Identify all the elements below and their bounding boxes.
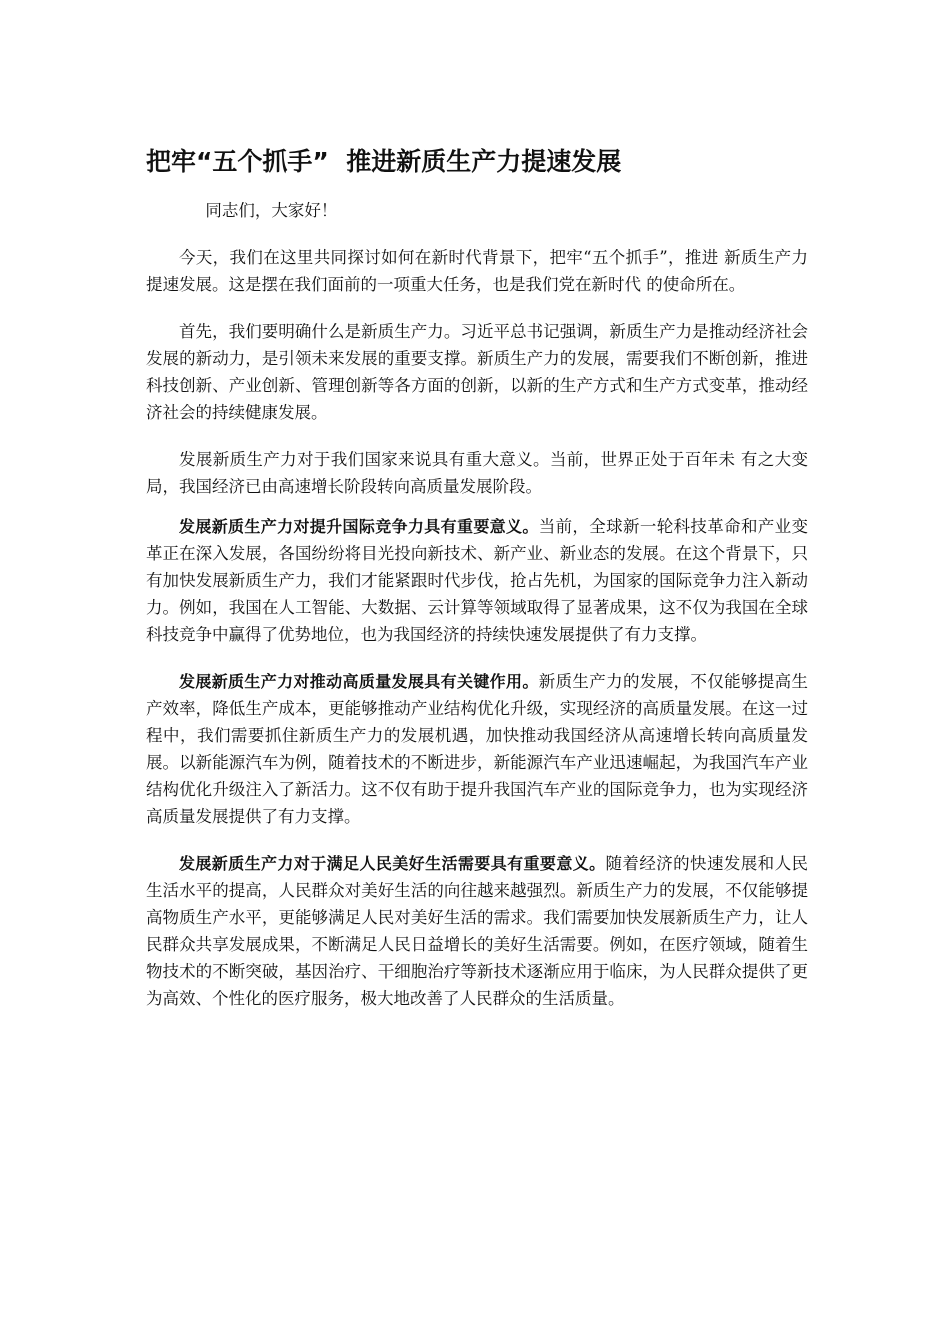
paragraph-significance [146,446,808,500]
paragraph-competitiveness [146,513,808,648]
paragraph-text: 随着经济的快速发展和人民生活水平的提高，人民群众对美好生活的向往越来越强烈。新质生产力的发展，不仅能够提高物质生产水平，更能够满足人民对美好生活的需求。我们需要加快发展新质生产力，让人民群众共享发展成果，不断满足人民日益增长的美好生活需要。例如，在医疗领域，随着生物技术的不断突破，基因治疗、干细胞治疗等新技术逐渐应用于临床，为人民群众提供了更为高效、个性化的医疗服务，极大地改善了人民群众的生活质量。 [146,854,808,1008]
paragraph-text: 新质生产力的发展，不仅能够提高生产效率，降低生产成本，更能够推动产业结构优化升级，实现经济的高质量发展。在这一过程中，我们需要抓住新质生产力的发展机遇，加快推动我国经济从高速增长转向高质量发展。以新能源汽车为例，随着技术的不断进步，新能源汽车产业迅速崛起，为我国汽车产业结构优化升级注入了新活力。这不仅有助于提升我国汽车产业的国际竞争力，也为实现经济高质量发展提供了有力支撑。 [146,672,808,826]
greeting: 同志们，大家好！ [205,201,338,220]
paragraph-intro [146,244,808,298]
paragraph-lead: 发展新质生产力对于满足人民美好生活需要具有重要意义。 [179,854,606,873]
paragraph-text: 发展新质生产力对于我们国家来说具有重大意义。当前，世界正处于百年未 有之大变局，我国经济已由高速增长阶段转向高质量发展阶段。 [146,450,808,496]
paragraph-better-life [146,850,808,1012]
document-title: 把牢“五个抓手” 推进新质生产力提速发展 [146,147,622,176]
paragraph-lead: 发展新质生产力对提升国际竞争力具有重要意义。 [179,517,539,536]
paragraph-definition [146,318,808,426]
paragraph-lead: 发展新质生产力对推动高质量发展具有关键作用。 [179,672,539,691]
paragraph-high-quality [146,668,808,830]
paragraph-text: 当前，全球新一轮科技革命和产业变革正在深入发展，各国纷纷将目光投向新技术、新产业、新业态的发展。在这个背景下，只有加快发展新质生产力，我们才能紧跟时代步伐，抢占先机，为国家的国际竞争力注入新动力。例如，我国在人工智能、大数据、云计算等领域取得了显著成果，这不仅为我国在全球科技竞争中赢得了优势地位，也为我国经济的持续快速发展提供了有力支撑。 [146,517,808,644]
paragraph-text: 今天，我们在这里共同探讨如何在新时代背景下，把牢“五个抓手”，推进 新质生产力提速发展。这是摆在我们面前的一项重大任务，也是我们党在新时代 的使命所在。 [146,248,808,294]
document-body [146,197,808,1012]
paragraph-text: 首先，我们要明确什么是新质生产力。习近平总书记强调，新质生产力是推动经济社会发展的新动力，是引领未来发展的重要支撑。新质生产力的发展，需要我们不断创新，推进科技创新、产业创新、管理创新等各方面的创新，以新的生产方式和生产方式变革，推动经济社会的持续健康发展。 [146,322,808,422]
